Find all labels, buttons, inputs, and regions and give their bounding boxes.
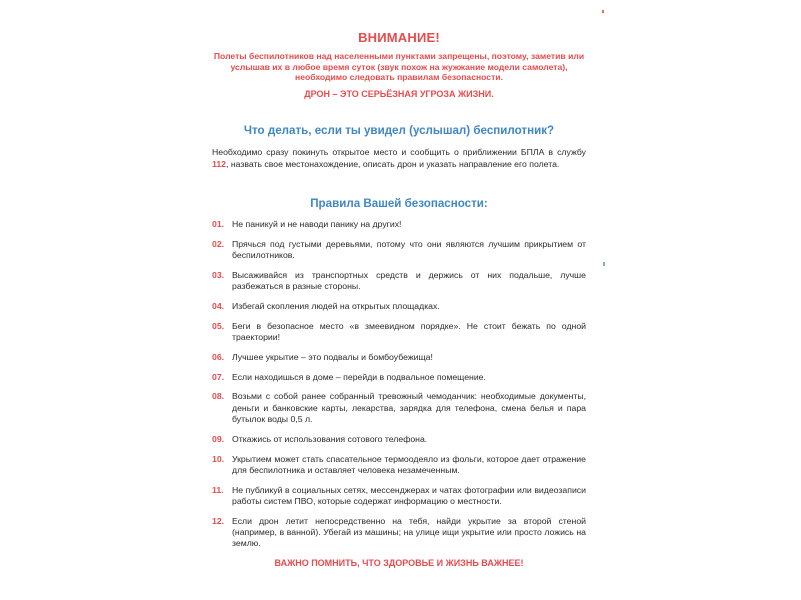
rule-number: 02.: [212, 238, 225, 249]
warning-title: ВНИМАНИЕ!: [358, 30, 440, 45]
rule-number: 05.: [212, 320, 225, 331]
rule-number: 03.: [212, 269, 225, 280]
rule-number: 09.: [212, 433, 225, 444]
what-to-do-title: Что делать, если ты увидел (услышал) беспилотник?: [243, 124, 555, 138]
rule-text: Укрытием может стать спасательное термоодеяло из фольги, которое дает отражение для беспилотника и оставляет человека незамеченным.: [232, 453, 586, 475]
rule-item: [212, 485, 586, 508]
rule-text: Если дрон летит непосредственно на тебя, найди укрытие за второй стеной (например, в ванной). Убегай из машины; на улице ищи укрытие или просто ложись на землю.: [232, 515, 586, 549]
rule-item: [212, 219, 586, 230]
rule-number: 12.: [212, 515, 225, 526]
rule-item: [212, 321, 586, 344]
rule-text: Беги в безопасное место «в змеевидном порядке». Не стоит бежать по одной траектории!: [232, 320, 586, 342]
rule-text: Откажись от использования сотового телефона.: [232, 433, 428, 444]
rule-text: Лучшее укрытие – это подвалы и бомбоубежища!: [232, 351, 433, 362]
rule-item: [212, 301, 586, 312]
rule-number: 01.: [212, 218, 225, 229]
scan-edge-mark: [603, 262, 605, 266]
rule-text: Прячься под густыми деревьями, потому что они являются лучшим прикрытием от беспилотников.: [232, 238, 586, 261]
rule-text: Не публикуй в социальных сетях, мессенджерах и чатах фотографии или видеозаписи работы систем ПВО, которые содержат информацию о местности.: [232, 484, 586, 506]
rule-text: Избегай скопления людей на открытых площадках.: [232, 300, 440, 311]
rule-number: 10.: [212, 453, 225, 464]
rules-title: Правила Вашей безопасности:: [310, 196, 488, 210]
document-content: [212, 28, 586, 568]
rule-number: 08.: [212, 391, 225, 402]
rule-item: [212, 391, 586, 425]
rule-item: [212, 434, 586, 445]
rule-item: [212, 352, 586, 363]
emergency-phone: 112: [212, 158, 227, 169]
rule-number: 07.: [212, 371, 225, 382]
rule-text: Если находишься в доме – перейди в подвальное помещение.: [232, 371, 486, 382]
rule-number: 06.: [212, 351, 225, 362]
rule-number: 04.: [212, 300, 225, 311]
rule-item: [212, 270, 586, 293]
rule-number: 11.: [212, 484, 224, 495]
rule-item: [212, 239, 586, 262]
what-to-do-text-before: Необходимо сразу покинуть открытое место и сообщить о приближении БПЛА в службу: [212, 147, 586, 158]
final-note: ВАЖНО ПОМНИТЬ, ЧТО ЗДОРОВЬЕ И ЖИЗНЬ ВАЖНЕЕ!: [274, 558, 524, 569]
rule-item: [212, 516, 586, 550]
warning-text: Полеты беспилотников над населенными пунктами запрещены, поэтому, заметив или услышав их в любое время суток (звук похож на жужжание модели самолета), необходимо следовать правилам безопасности.: [213, 51, 585, 83]
rule-item: [212, 454, 586, 477]
rule-text: Возьми с собой ранее собранный тревожный чемоданчик: необходимые документы, деньги и банковские карты, лекарства, зарядка для телефона, смена белья и пара бутылок воды 0,5 л.: [232, 391, 586, 424]
rules-list: [212, 219, 586, 550]
what-to-do-text-after: , назвать свое местонахождение, описать дрон и указать направление его полета.: [226, 158, 560, 169]
scan-edge-mark: [602, 10, 604, 13]
rule-item: [212, 372, 586, 383]
what-to-do-text: [212, 147, 586, 170]
warning-drone-line: ДРОН – ЭТО СЕРЬЁЗНАЯ УГРОЗА ЖИЗНИ.: [304, 89, 494, 100]
rule-text: Высаживайся из транспортных средств и держись от них подальше, лучше разбежаться в разные стороны.: [232, 269, 586, 292]
rule-text: Не паникуй и не наводи панику на других!: [232, 218, 402, 229]
